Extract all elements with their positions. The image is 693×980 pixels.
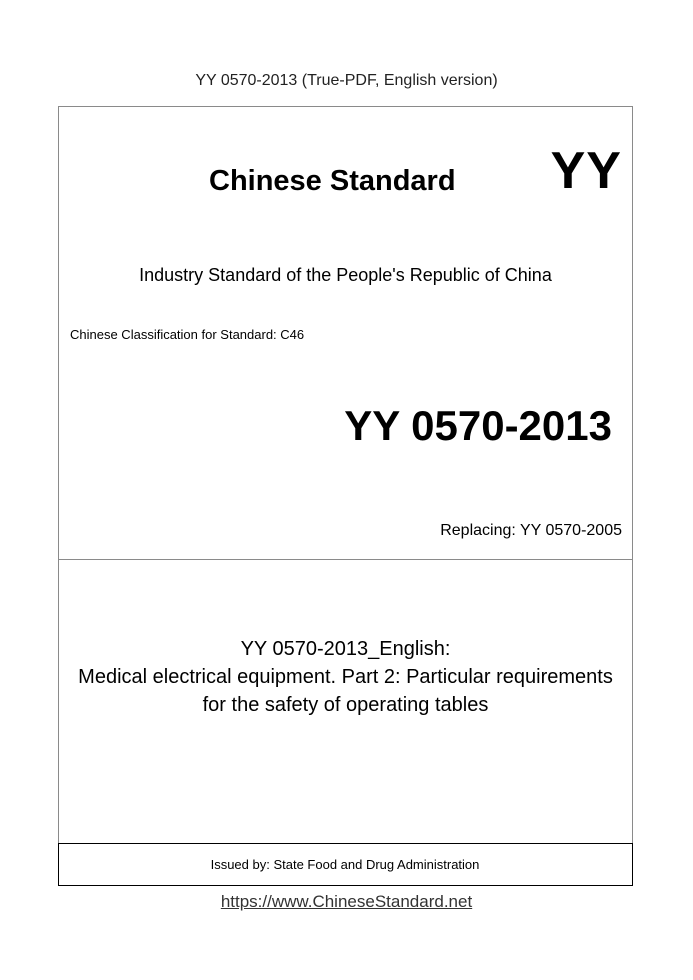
page-header: YY 0570-2013 (True-PDF, English version): [195, 72, 498, 89]
website-link[interactable]: https://www.ChineseStandard.net: [220, 892, 473, 911]
section-divider: [59, 559, 632, 560]
cover-frame: [58, 106, 633, 885]
issued-by-box: [58, 843, 633, 886]
description-line-2: Medical electrical equipment. Part 2: Particular requirements: [78, 666, 613, 688]
industry-standard-line: Industry Standard of the People's Republic of China: [139, 265, 552, 285]
classification-label: Chinese Classification for Standard: C46: [70, 327, 305, 342]
replacing-note: Replacing: YY 0570-2005: [440, 522, 622, 539]
standard-description: [59, 635, 632, 719]
standard-number: YY 0570-2013: [344, 402, 612, 449]
yy-mark: YY: [550, 142, 622, 200]
description-line-3: for the safety of operating tables: [202, 694, 489, 716]
issued-by-text: Issued by: State Food and Drug Administration: [210, 857, 480, 872]
chinese-standard-title: Chinese Standard: [209, 165, 456, 197]
description-line-1: YY 0570-2013_English:: [240, 638, 451, 660]
